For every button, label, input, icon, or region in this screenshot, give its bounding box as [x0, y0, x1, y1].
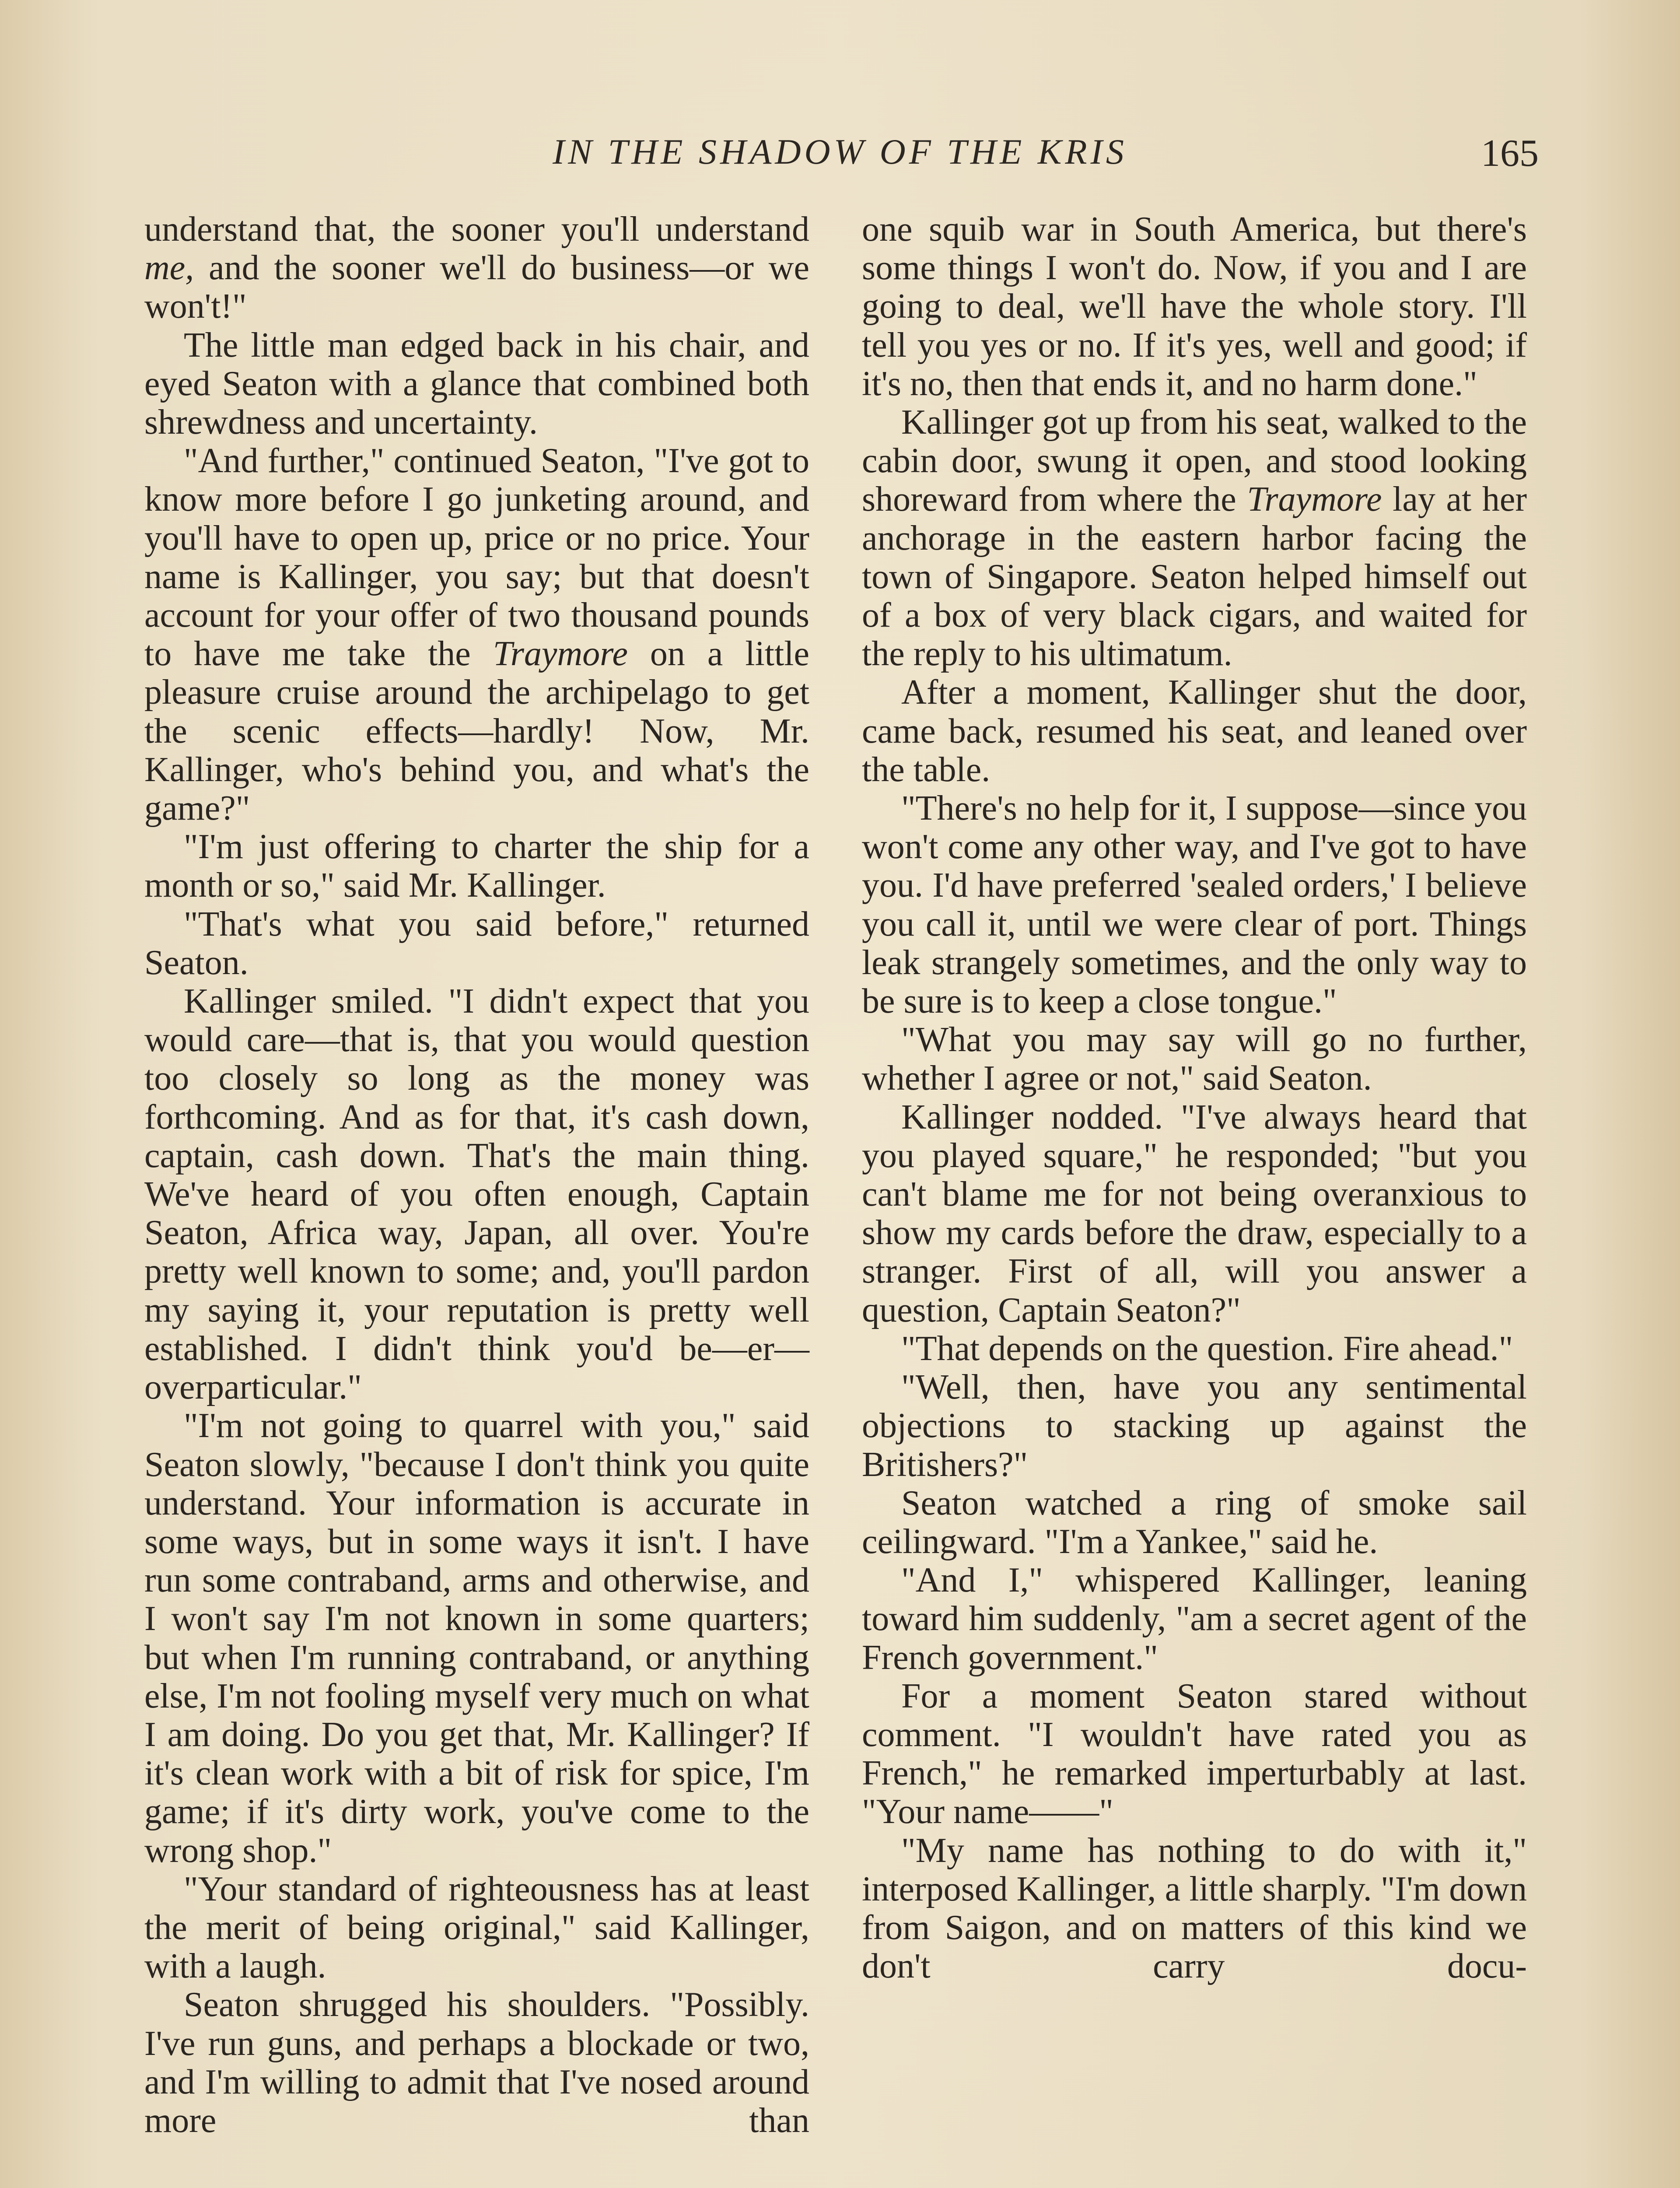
paragraph — [862, 789, 1527, 1020]
paragraph-text: Kallinger nodded. "I've always heard that you played square," he responded; "but you can't blame me for not being overanxious to show my cards before the draw, especially to a stranger. First of all, will you answer a question, Captain Seaton?" — [862, 1098, 1527, 1329]
paragraph-text: After a moment, Kallinger shut the door, came back, resumed his seat, and leaned over the table. — [862, 673, 1527, 789]
paragraph-text: The little man edged back in his chair, and eyed Seaton with a glance that combined both shrewdness and uncertainty. — [144, 326, 809, 442]
paragraph — [862, 673, 1527, 789]
paragraph — [144, 442, 809, 828]
paragraph-text: on a little pleasure cruise around the archipelago to get the scenic effects—hardly! Now, Mr. Kallinger, who's behind you, and what's the game?" — [144, 635, 809, 828]
paragraph — [862, 1098, 1527, 1329]
paragraph — [144, 1870, 809, 1986]
paragraph — [144, 210, 809, 326]
paragraph-text: lay at her anchorage in the eastern harbor facing the town of Singapore. Seaton helped himself out of a box of very black cigars, and waited for the reply to his ultimatum. — [862, 480, 1527, 673]
paragraph-text: "My name has nothing to do with it," interposed Kallinger, a little sharply. "I'm down from Saigon, and on matters of this kind we don't carry docu- — [862, 1831, 1527, 1986]
paragraph — [862, 1677, 1527, 1831]
paragraph-text: "There's no help for it, I suppose—since you won't come any other way, and I've got to have you. I'd have preferred 'sealed orders,' I believe you call it, until we were clear of port. Things leak strangely sometimes, and the only way to be sure is to keep a close tongue." — [862, 789, 1527, 1021]
paragraph — [862, 1329, 1527, 1368]
paragraph-text: "That's what you said before," returned Seaton. — [144, 905, 809, 982]
paragraph — [144, 905, 809, 982]
paragraph-text: Kallinger got up from his seat, walked to the cabin door, swung it open, and stood looking shoreward from where the — [862, 403, 1527, 519]
paragraph-text: "What you may say will go no further, whether I agree or not," said Seaton. — [862, 1020, 1527, 1098]
paragraph — [144, 1406, 809, 1869]
paragraph-text: understand that, the sooner you'll understand — [144, 210, 809, 249]
paragraph — [862, 1020, 1527, 1098]
paragraph — [862, 210, 1527, 403]
paragraph-text: and the sooner we'll do business—or we won't!" — [144, 249, 809, 326]
paragraph — [862, 1831, 1527, 1986]
left-text-column — [144, 210, 809, 2140]
paragraph-text: Seaton watched a ring of smoke sail ceilingward. "I'm a Yankee," said he. — [862, 1483, 1527, 1561]
paragraph-text: Seaton shrugged his shoulders. "Possibly. I've run guns, and perhaps a blockade or two, and I'm willing to admit that I've nosed around more than — [144, 1985, 809, 2140]
paragraph-text: one squib war in South America, but there's some things I won't do. Now, if you and I are going to deal, we'll have the whole story. I'll tell you yes or no. If it's yes, well and good; if it's no, then that ends it, and no harm done." — [862, 210, 1527, 403]
paragraph-text: "Your standard of righteousness has at least the merit of being original," said Kallinger, with a laugh. — [144, 1869, 809, 1986]
paragraph-text: "That depends on the question. Fire ahead." — [901, 1329, 1513, 1368]
paragraph — [144, 982, 809, 1406]
paragraph — [862, 1561, 1527, 1677]
paragraph — [862, 1368, 1527, 1484]
paragraph-text: "And I," whispered Kallinger, leaning toward him suddenly, "am a secret agent of the French government." — [862, 1561, 1527, 1677]
italic-text: Traymore — [493, 635, 628, 673]
italic-text: me, — [144, 249, 194, 288]
paragraph-text: "I'm not going to quarrel with you," said Seaton slowly, "because I don't think you quite understand. Your information is accurate in some ways, but in some ways it isn't. I have run some contraband, arms and otherwise, and I won't say I'm not known in some quarters; but when I'm running contraband, or anything else, I'm not fooling myself very much on what I am doing. Do you get that, Mr. Kallinger? If it's clean work with a bit of risk for spice, I'm game; if it's dirty work, you've come to the wrong shop." — [144, 1406, 809, 1870]
paragraph — [862, 1484, 1527, 1561]
right-text-column — [862, 210, 1527, 1985]
paragraph — [144, 828, 809, 905]
paragraph-text: "Well, then, have you any sentimental objections to stacking up against the Britishers?" — [862, 1368, 1527, 1484]
paragraph — [144, 1985, 809, 2140]
paragraph-text: "I'm just offering to charter the ship for a month or so," said Mr. Kallinger. — [144, 828, 809, 905]
paragraph — [144, 326, 809, 442]
paragraph-text: "And further," continued Seaton, "I've got to know more before I go junketing around, and you'll have to open up, price or no price. Your name is Kallinger, you say; but that doesn't account for your offer of two thousand pounds to have me take the — [144, 442, 809, 673]
page-number: 165 — [1481, 132, 1539, 175]
running-title: IN THE SHADOW OF THE KRIS — [553, 132, 1127, 172]
paragraph-text: For a moment Seaton stared without comment. "I wouldn't have rated you as French," he remarked imperturbably at last. "Your name——" — [862, 1676, 1527, 1831]
paragraph-text: Kallinger smiled. "I didn't expect that you would care—that is, that you would question too closely so long as the money was forthcoming. And as for that, it's cash down, captain, cash down. That's the main thing. We've heard of you often enough, Captain Seaton, Africa way, Japan, all over. You're pretty well known to some; and, you'll pardon my saying it, your reputation is pretty well established. I didn't think you'd be—er—overparticular." — [144, 982, 809, 1407]
italic-text: Traymore — [1247, 480, 1382, 519]
paragraph — [862, 403, 1527, 673]
